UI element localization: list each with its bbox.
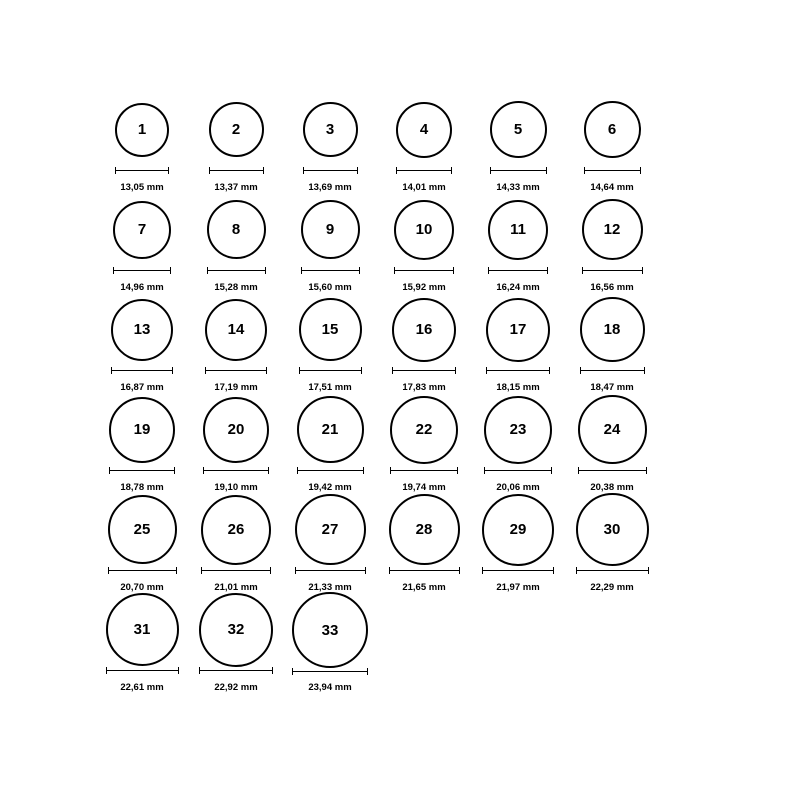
diameter-measure-line [113, 267, 171, 280]
diameter-measure-line [209, 167, 264, 180]
diameter-measure-line [486, 367, 550, 380]
ring-size-cell [283, 592, 377, 692]
ring-circle-wrapper [95, 92, 189, 167]
diameter-value: 15,60 mm [308, 281, 352, 293]
measure-bar-icon [203, 467, 269, 474]
ring-size-cell [283, 192, 377, 292]
ring-size-cell [471, 392, 565, 492]
ring-size-grid [95, 92, 705, 692]
ring-size-cell [377, 92, 471, 192]
ring-size-label: 18 [603, 321, 621, 339]
ring-circle-icon [205, 299, 267, 361]
ring-circle-icon [396, 102, 452, 158]
ring-circle-icon [199, 593, 273, 667]
ring-size-cell [377, 492, 471, 592]
ring-circle-wrapper [283, 392, 377, 467]
ring-size-cell [283, 292, 377, 392]
ring-circle-icon [303, 102, 358, 157]
ring-size-label: 33 [321, 621, 339, 639]
ring-size-label: 25 [133, 521, 151, 539]
diameter-value: 21,33 mm [308, 581, 352, 593]
ring-circle-icon [113, 201, 171, 259]
ring-size-label: 26 [227, 521, 245, 539]
measure-bar-icon [486, 367, 550, 374]
diameter-value: 22,29 mm [590, 581, 634, 593]
diameter-measure-line [115, 167, 169, 180]
measure-bar-icon [582, 267, 643, 274]
ring-circle-icon [111, 299, 173, 361]
ring-size-cell [471, 492, 565, 592]
ring-size-cell [95, 292, 189, 392]
diameter-value: 14,64 mm [590, 181, 634, 193]
diameter-value: 21,65 mm [402, 581, 446, 593]
ring-size-cell [283, 392, 377, 492]
diameter-value: 19,42 mm [308, 481, 352, 493]
diameter-value: 13,69 mm [308, 181, 352, 193]
ring-size-cell [377, 192, 471, 292]
diameter-measure-line [297, 467, 364, 480]
diameter-value: 17,19 mm [214, 381, 258, 393]
ring-circle-wrapper [283, 192, 377, 267]
ring-circle-icon [578, 395, 647, 464]
ring-size-label: 6 [607, 121, 617, 139]
measure-bar-icon [295, 567, 366, 574]
measure-bar-icon [488, 267, 548, 274]
ring-circle-wrapper [377, 292, 471, 367]
ring-circle-icon [394, 200, 454, 260]
ring-size-label: 19 [133, 421, 151, 439]
diameter-measure-line [484, 467, 552, 480]
ring-circle-wrapper [283, 492, 377, 567]
ring-size-label: 31 [133, 621, 151, 639]
diameter-measure-line [578, 467, 647, 480]
ring-size-cell [95, 592, 189, 692]
diameter-measure-line [303, 167, 358, 180]
diameter-value: 19,10 mm [214, 481, 258, 493]
ring-size-label: 10 [415, 221, 433, 239]
ring-circle-wrapper [189, 92, 283, 167]
ring-circle-wrapper [471, 392, 565, 467]
measure-bar-icon [389, 567, 460, 574]
diameter-value: 17,51 mm [308, 381, 352, 393]
diameter-measure-line [109, 467, 175, 480]
measure-bar-icon [392, 367, 456, 374]
measure-bar-icon [292, 668, 368, 675]
ring-size-label: 20 [227, 421, 245, 439]
ring-circle-wrapper [189, 392, 283, 467]
diameter-value: 15,28 mm [214, 281, 258, 293]
ring-size-cell [565, 292, 659, 392]
diameter-measure-line [580, 367, 645, 380]
measure-bar-icon [576, 567, 649, 574]
ring-circle-wrapper [95, 292, 189, 367]
measure-bar-icon [113, 267, 171, 274]
ring-circle-icon [482, 494, 554, 566]
diameter-value: 17,83 mm [402, 381, 446, 393]
ring-circle-icon [580, 297, 645, 362]
ring-size-label: 29 [509, 521, 527, 539]
ring-circle-icon [486, 298, 550, 362]
measure-bar-icon [207, 267, 266, 274]
diameter-measure-line [108, 567, 177, 580]
ring-size-cell [565, 92, 659, 192]
diameter-value: 18,47 mm [590, 381, 634, 393]
ring-size-cell [189, 392, 283, 492]
ring-circle-icon [484, 396, 552, 464]
diameter-measure-line [584, 167, 641, 180]
ring-circle-wrapper [189, 192, 283, 267]
ring-circle-icon [389, 494, 460, 565]
ring-size-cell [189, 592, 283, 692]
ring-size-label: 2 [231, 121, 241, 139]
ring-circle-icon [582, 199, 643, 260]
diameter-value: 16,56 mm [590, 281, 634, 293]
diameter-value: 13,37 mm [214, 181, 258, 193]
ring-circle-wrapper [95, 192, 189, 267]
diameter-measure-line [576, 567, 649, 580]
ring-circle-icon [207, 200, 266, 259]
ring-size-label: 30 [603, 521, 621, 539]
ring-circle-icon [390, 396, 458, 464]
measure-bar-icon [490, 167, 547, 174]
ring-size-cell [189, 292, 283, 392]
ring-circle-wrapper [283, 92, 377, 167]
ring-circle-icon [292, 592, 368, 668]
diameter-measure-line [582, 267, 643, 280]
diameter-measure-line [396, 167, 452, 180]
ring-circle-wrapper [471, 192, 565, 267]
ring-size-label: 12 [603, 221, 621, 239]
ring-circle-icon [201, 495, 271, 565]
measure-bar-icon [199, 667, 273, 674]
diameter-measure-line [389, 567, 460, 580]
ring-size-cell [95, 492, 189, 592]
diameter-measure-line [203, 467, 269, 480]
ring-circle-icon [299, 298, 362, 361]
diameter-value: 23,94 mm [308, 681, 352, 693]
ring-circle-wrapper [189, 292, 283, 367]
measure-bar-icon [394, 267, 454, 274]
ring-size-cell [283, 492, 377, 592]
ring-size-label: 24 [603, 421, 621, 439]
ring-circle-icon [203, 397, 269, 463]
ring-circle-wrapper [565, 392, 659, 467]
ring-size-label: 32 [227, 621, 245, 639]
ring-circle-wrapper [95, 392, 189, 467]
diameter-value: 18,15 mm [496, 381, 540, 393]
ring-circle-icon [490, 101, 547, 158]
diameter-measure-line [199, 667, 273, 680]
ring-circle-wrapper [189, 492, 283, 567]
measure-bar-icon [301, 267, 360, 274]
measure-bar-icon [390, 467, 458, 474]
diameter-value: 22,61 mm [120, 681, 164, 693]
ring-circle-icon [488, 200, 548, 260]
ring-size-cell [283, 92, 377, 192]
ring-size-cell [471, 92, 565, 192]
ring-circle-icon [109, 397, 175, 463]
diameter-value: 13,05 mm [120, 181, 164, 193]
diameter-measure-line [488, 267, 548, 280]
ring-circle-wrapper [565, 492, 659, 567]
diameter-value: 22,92 mm [214, 681, 258, 693]
measure-bar-icon [584, 167, 641, 174]
ring-circle-wrapper [565, 92, 659, 167]
ring-size-cell [565, 392, 659, 492]
measure-bar-icon [482, 567, 554, 574]
diameter-value: 19,74 mm [402, 481, 446, 493]
ring-circle-wrapper [471, 92, 565, 167]
diameter-value: 21,97 mm [496, 581, 540, 593]
ring-circle-wrapper [377, 92, 471, 167]
measure-bar-icon [578, 467, 647, 474]
measure-bar-icon [109, 467, 175, 474]
measure-bar-icon [299, 367, 362, 374]
ring-size-label: 7 [137, 221, 147, 239]
ring-size-label: 14 [227, 321, 245, 339]
ring-size-label: 16 [415, 321, 433, 339]
ring-size-cell [95, 392, 189, 492]
ring-size-cell [471, 192, 565, 292]
diameter-measure-line [201, 567, 271, 580]
ring-circle-wrapper [377, 192, 471, 267]
ring-size-label: 11 [510, 221, 526, 239]
measure-bar-icon [205, 367, 267, 374]
ring-circle-icon [301, 200, 360, 259]
diameter-measure-line [295, 567, 366, 580]
diameter-measure-line [394, 267, 454, 280]
diameter-value: 21,01 mm [214, 581, 258, 593]
ring-circle-icon [297, 396, 364, 463]
diameter-measure-line [301, 267, 360, 280]
diameter-measure-line [106, 667, 179, 680]
ring-circle-icon [209, 102, 264, 157]
ring-size-label: 13 [133, 321, 151, 339]
diameter-value: 20,70 mm [120, 581, 164, 593]
diameter-value: 14,96 mm [120, 281, 164, 293]
diameter-value: 14,33 mm [496, 181, 540, 193]
measure-bar-icon [108, 567, 177, 574]
measure-bar-icon [484, 467, 552, 474]
diameter-value: 14,01 mm [402, 181, 446, 193]
ring-size-label: 27 [321, 521, 339, 539]
ring-circle-icon [392, 298, 456, 362]
ring-circle-icon [584, 101, 641, 158]
diameter-value: 16,87 mm [120, 381, 164, 393]
ring-size-cell [189, 492, 283, 592]
ring-circle-wrapper [377, 392, 471, 467]
diameter-measure-line [299, 367, 362, 380]
ring-size-label: 21 [321, 421, 339, 439]
diameter-measure-line [111, 367, 173, 380]
ring-circle-icon [106, 593, 179, 666]
diameter-measure-line [292, 668, 368, 681]
measure-bar-icon [115, 167, 169, 174]
measure-bar-icon [111, 367, 173, 374]
diameter-value: 20,06 mm [496, 481, 540, 493]
ring-size-label: 22 [415, 421, 433, 439]
ring-circle-icon [576, 493, 649, 566]
ring-size-cell [95, 192, 189, 292]
ring-size-cell [95, 92, 189, 192]
ring-circle-icon [295, 494, 366, 565]
ring-size-label: 9 [325, 221, 335, 239]
ring-size-cell [565, 192, 659, 292]
ring-size-label: 15 [321, 321, 339, 339]
measure-bar-icon [580, 367, 645, 374]
ring-size-cell [471, 292, 565, 392]
ring-size-label: 3 [325, 121, 335, 139]
ring-circle-wrapper [565, 192, 659, 267]
ring-size-cell [377, 292, 471, 392]
ring-size-label: 1 [137, 121, 147, 139]
ring-circle-wrapper [95, 492, 189, 567]
diameter-measure-line [390, 467, 458, 480]
ring-size-cell [189, 192, 283, 292]
diameter-value: 20,38 mm [590, 481, 634, 493]
diameter-measure-line [205, 367, 267, 380]
diameter-measure-line [392, 367, 456, 380]
measure-bar-icon [106, 667, 179, 674]
ring-size-label: 8 [231, 221, 241, 239]
ring-circle-wrapper [283, 292, 377, 367]
ring-circle-icon [108, 495, 177, 564]
ring-circle-wrapper [283, 592, 377, 668]
ring-size-cell [565, 492, 659, 592]
diameter-value: 15,92 mm [402, 281, 446, 293]
measure-bar-icon [297, 467, 364, 474]
ring-circle-wrapper [471, 492, 565, 567]
diameter-value: 16,24 mm [496, 281, 540, 293]
ring-size-cell [377, 392, 471, 492]
diameter-value: 18,78 mm [120, 481, 164, 493]
ring-size-label: 4 [419, 121, 429, 139]
ring-circle-wrapper [565, 292, 659, 367]
measure-bar-icon [209, 167, 264, 174]
ring-size-label: 5 [513, 121, 523, 139]
measure-bar-icon [396, 167, 452, 174]
ring-circle-icon [115, 103, 169, 157]
ring-circle-wrapper [189, 592, 283, 667]
measure-bar-icon [303, 167, 358, 174]
ring-size-label: 17 [509, 321, 527, 339]
ring-size-label: 23 [509, 421, 527, 439]
measure-bar-icon [201, 567, 271, 574]
diameter-measure-line [207, 267, 266, 280]
diameter-measure-line [482, 567, 554, 580]
ring-circle-wrapper [377, 492, 471, 567]
ring-size-cell [189, 92, 283, 192]
ring-circle-wrapper [95, 592, 189, 667]
diameter-measure-line [490, 167, 547, 180]
ring-size-label: 28 [415, 521, 433, 539]
ring-circle-wrapper [471, 292, 565, 367]
